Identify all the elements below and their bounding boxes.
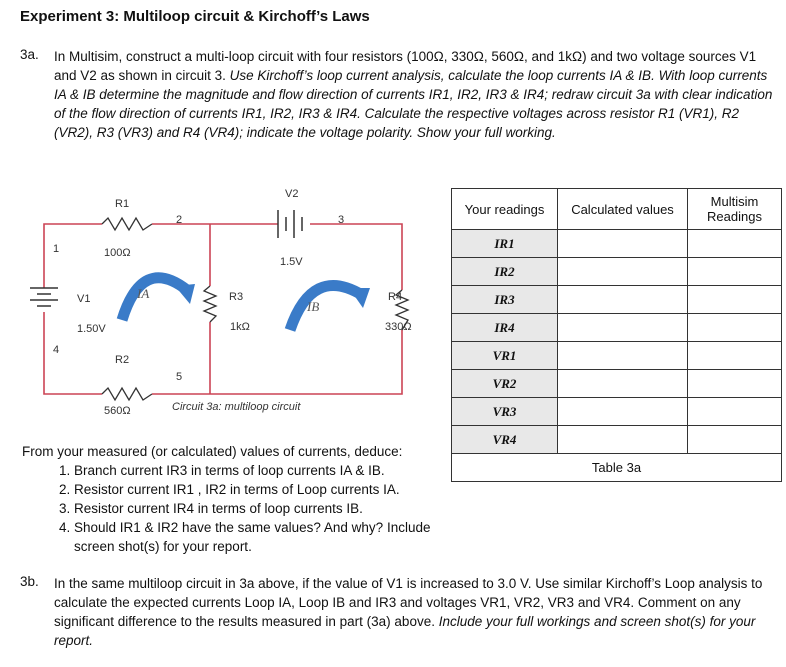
multisim-cell[interactable]: [688, 342, 782, 370]
multisim-cell[interactable]: [688, 286, 782, 314]
deduce-list: [22, 461, 442, 556]
circuit-diagram: [22, 180, 442, 430]
calculated-cell[interactable]: [558, 230, 688, 258]
table-row: [452, 286, 782, 314]
row-label: IR3: [452, 286, 558, 314]
multisim-cell[interactable]: [688, 398, 782, 426]
list-item: 4. Should IR1 & IR2 have the same values? And why? Include screen shot(s) for your report.: [74, 518, 442, 556]
loop-ib-label: IB: [307, 299, 320, 314]
calculated-cell[interactable]: [558, 370, 688, 398]
node-4: 4: [53, 344, 60, 356]
v1-label: V1: [77, 293, 91, 305]
r1-value: 100Ω: [104, 247, 131, 259]
row-label: VR2: [452, 370, 558, 398]
calculated-cell[interactable]: [558, 286, 688, 314]
calculated-cell[interactable]: [558, 314, 688, 342]
row-label: VR3: [452, 398, 558, 426]
r4-label: R4: [388, 291, 403, 303]
v1-value: 1.50V: [77, 323, 106, 335]
calculated-cell[interactable]: [558, 342, 688, 370]
list-item: 1. Branch current IR3 in terms of loop currents IA & IB.: [74, 461, 442, 480]
multisim-cell[interactable]: [688, 426, 782, 454]
multisim-cell[interactable]: [688, 370, 782, 398]
table-row: [452, 426, 782, 454]
row-label: IR1: [452, 230, 558, 258]
r3-label: R3: [229, 291, 244, 303]
table-row: [452, 398, 782, 426]
question-3b-body: In the same multiloop circuit in 3a above, if the value of V1 is increased to 3.0 V. Use similar Kirchoff’s Loop analysis to calculate the expected currents Loop IA, Loop IB and IR3 and voltages VR1, VR2, VR3 and VR4. Comment on any significant difference to the results measured in part (3a) above.: [54, 576, 763, 629]
deduce-section: [22, 442, 442, 556]
multisim-cell[interactable]: [688, 230, 782, 258]
v2-label: V2: [285, 188, 299, 200]
multisim-cell[interactable]: [688, 314, 782, 342]
header-calculated: Calculated values: [558, 189, 688, 230]
circuit-caption: Circuit 3a: multiloop circuit: [172, 401, 301, 413]
node-5: 5: [176, 371, 183, 383]
page-title: Experiment 3: Multiloop circuit & Kirchoff’s Laws: [20, 8, 370, 25]
header-multisim: Multisim Readings: [688, 189, 782, 230]
table-row: [452, 314, 782, 342]
readings-table: [451, 188, 782, 482]
question-3a-number: 3a.: [20, 47, 39, 62]
r3-value: 1kΩ: [230, 321, 250, 333]
question-3a-body: In Multisim, construct a multi-loop circuit with four resistors (100Ω, 330Ω, 560Ω, and 1kΩ) and two voltage sources V1 and V2 as shown in circuit 3.: [54, 49, 757, 83]
table-row: [452, 342, 782, 370]
question-3b-italic: Include your full workings and screen shot(s) for your report.: [54, 614, 756, 648]
table-row: [452, 370, 782, 398]
node-2: 2: [176, 214, 183, 226]
calculated-cell[interactable]: [558, 398, 688, 426]
r4-value: 330Ω: [385, 321, 412, 333]
table-caption: Table 3a: [452, 454, 782, 482]
question-3b-text: [54, 574, 774, 650]
row-label: IR2: [452, 258, 558, 286]
question-3b-number: 3b.: [20, 574, 39, 589]
table-row: [452, 230, 782, 258]
node-3: 3: [338, 214, 345, 226]
node-1: 1: [53, 243, 60, 255]
r2-label: R2: [115, 354, 130, 366]
row-label: VR1: [452, 342, 558, 370]
question-3a-italic: Use Kirchoff’s loop current analysis, calculate the loop currents IA & IB. With loop currents IA & IB determine the magnitude and flow direction of currents IR1, IR2, IR3 & IR4; redraw circuit 3a with clear indication of the flow direction of currents IR1, IR2, IR3 & IR4. Calculate the respective voltages across resistor R1 (VR1), R2 (VR2), R3 (VR3) and R4 (VR4); indicate the voltage polarity. Show your full working.: [54, 68, 773, 140]
row-label: VR4: [452, 426, 558, 454]
table-row: [452, 258, 782, 286]
list-item: 3. Resistor current IR4 in terms of loop currents IB.: [74, 499, 442, 518]
deduce-intro: From your measured (or calculated) values of currents, deduce:: [22, 444, 403, 459]
row-label: IR4: [452, 314, 558, 342]
question-3a-text: [54, 47, 774, 142]
calculated-cell[interactable]: [558, 258, 688, 286]
r1-label: R1: [115, 198, 130, 210]
calculated-cell[interactable]: [558, 426, 688, 454]
multisim-cell[interactable]: [688, 258, 782, 286]
header-your-readings: Your readings: [452, 189, 558, 230]
loop-ia-label: IA: [137, 286, 150, 301]
list-item: 2. Resistor current IR1 , IR2 in terms of Loop currents IA.: [74, 480, 442, 499]
v2-value: 1.5V: [280, 256, 303, 268]
r2-value: 560Ω: [104, 405, 131, 417]
